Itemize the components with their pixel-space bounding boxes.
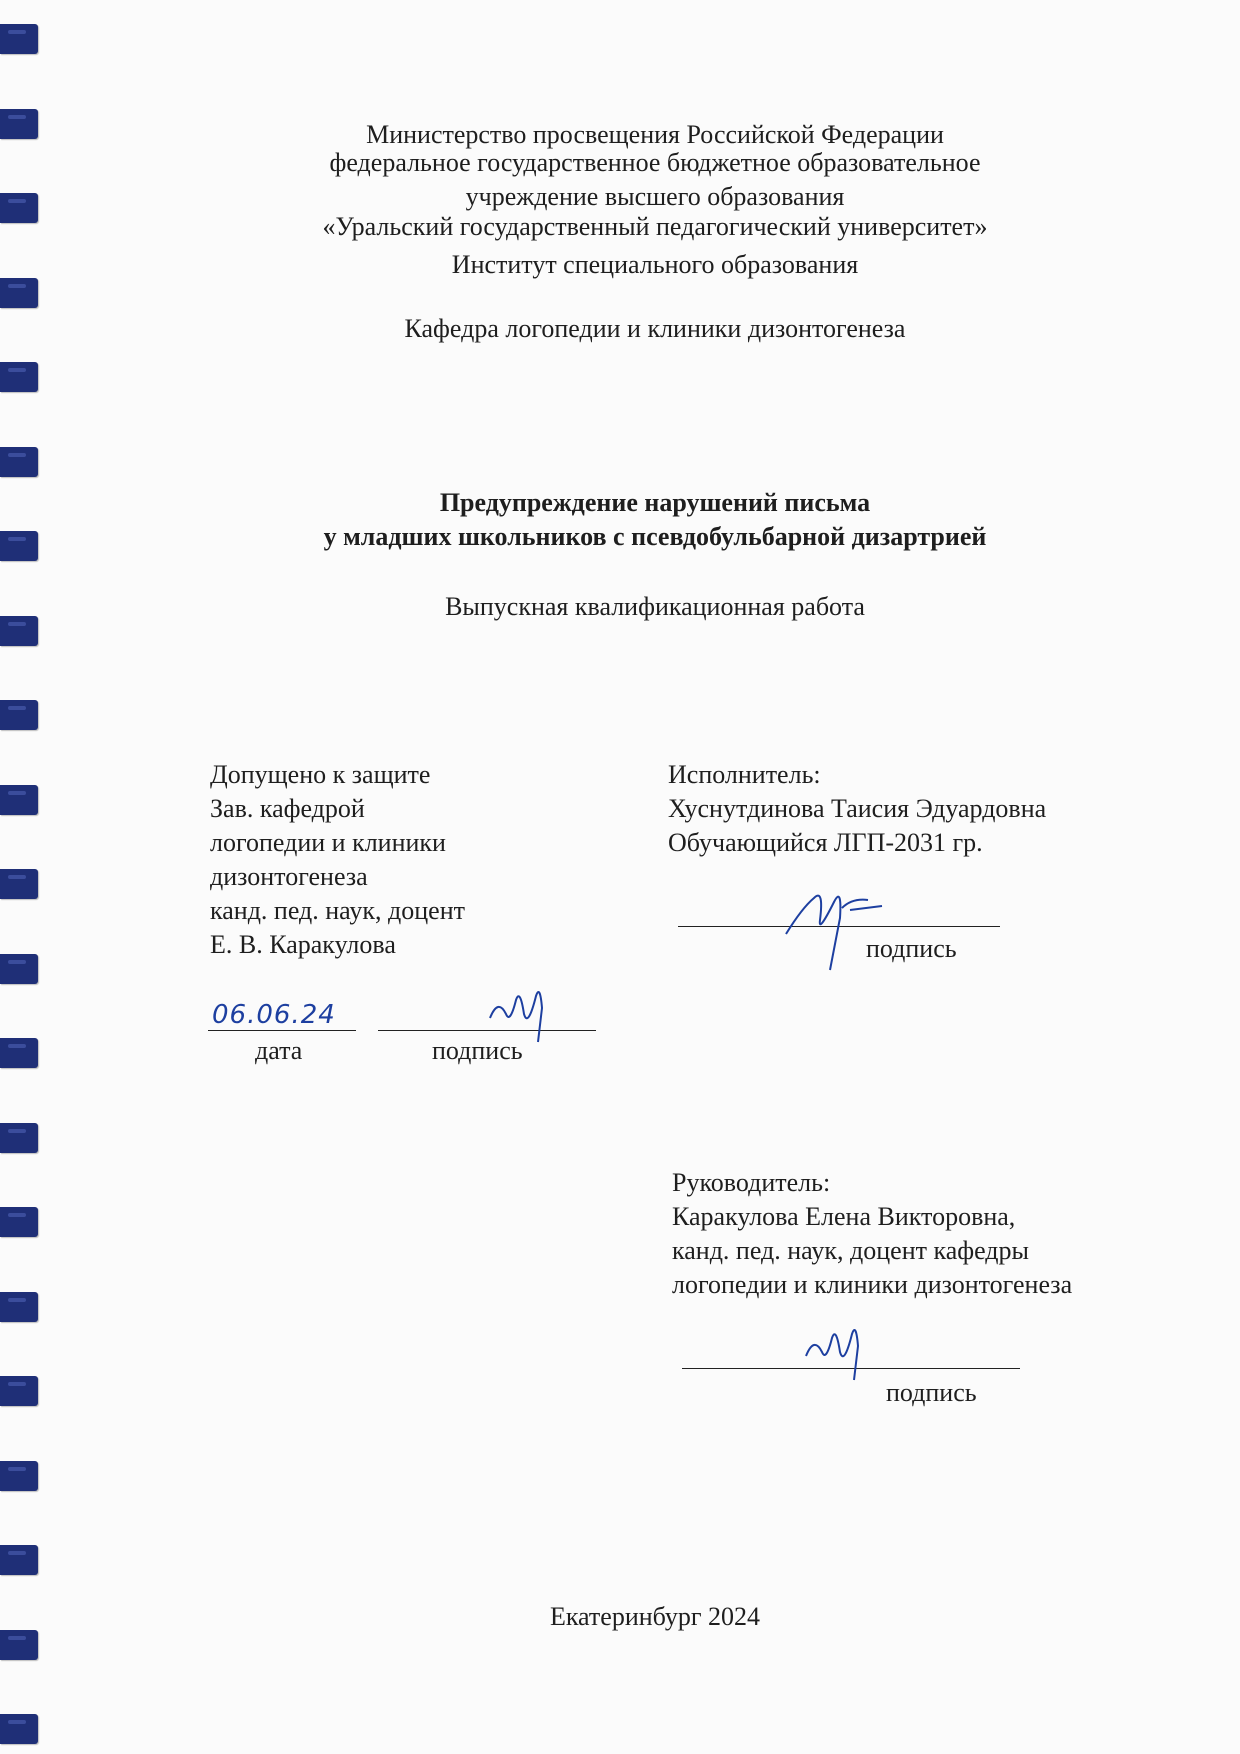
supervisor-position-1: канд. пед. наук, доцент кафедры [672, 1236, 1030, 1265]
binding-hole [0, 1461, 38, 1491]
admission-date-handwritten: 06.06.24 [212, 1000, 336, 1030]
binding-hole [0, 785, 38, 815]
binding-hole [0, 1123, 38, 1153]
admission-block [210, 758, 465, 962]
city-year: Екатеринбург 2024 [549, 1602, 761, 1631]
binding-hole [0, 1630, 38, 1660]
binding-hole [0, 447, 38, 477]
work-type: Выпускная квалификационная работа [445, 592, 865, 621]
binding-hole [0, 700, 38, 730]
admission-date-label: дата [255, 1036, 303, 1065]
admission-line-2: Зав. кафедрой [210, 794, 365, 823]
executor-heading: Исполнитель: [668, 760, 821, 789]
executor-block [668, 758, 1046, 860]
executor-name: Хуснутдинова Таисия Эдуардовна [668, 794, 1047, 823]
supervisor-block [672, 1166, 1072, 1302]
supervisor-signature-mark [796, 1316, 886, 1386]
binding-hole [0, 1545, 38, 1575]
binding-hole [0, 1376, 38, 1406]
binding-hole [0, 869, 38, 899]
supervisor-signature-label: подпись [886, 1378, 977, 1407]
admission-line-3: логопедии и клиники [210, 828, 446, 857]
binding-hole [0, 954, 38, 984]
admission-signature-label: подпись [432, 1036, 523, 1065]
institution-line-1: федеральное государственное бюджетное образовательное [329, 148, 981, 177]
binding-hole [0, 1292, 38, 1322]
admission-line-1: Допущено к защите [210, 760, 431, 789]
binding-hole [0, 1038, 38, 1068]
executor-signature-label: подпись [866, 934, 957, 963]
admission-line-6: Е. В. Каракулова [210, 930, 396, 959]
admission-line-5: канд. пед. наук, доцент [210, 896, 465, 925]
supervisor-position-2: логопедии и клиники дизонтогенеза [672, 1270, 1073, 1299]
supervisor-name: Каракулова Елена Викторовна, [672, 1202, 1016, 1231]
admission-line-4: дизонтогенеза [210, 862, 368, 891]
admission-date-line [208, 1030, 356, 1031]
binding-hole [0, 24, 38, 54]
thesis-title-line-1: Предупреждение нарушений письма [439, 488, 871, 517]
ministry-line: Министерство просвещения Российской Федерации [366, 120, 944, 149]
department-name: Кафедра логопедии и клиники дизонтогенеза [404, 314, 906, 343]
binding-hole [0, 278, 38, 308]
institution-line-2: учреждение высшего образования [465, 182, 845, 211]
binding-hole [0, 362, 38, 392]
executor-group: Обучающийся ЛГП-2031 гр. [668, 828, 983, 857]
thesis-title-line-2: у младших школьников с псевдобульбарной дизартрией [323, 522, 987, 551]
supervisor-heading: Руководитель: [672, 1168, 831, 1197]
binding-hole [0, 1714, 38, 1744]
institute-name: Институт специального образования [451, 250, 859, 279]
binding-hole [0, 1207, 38, 1237]
university-name: «Уральский государственный педагогический университет» [322, 212, 988, 241]
